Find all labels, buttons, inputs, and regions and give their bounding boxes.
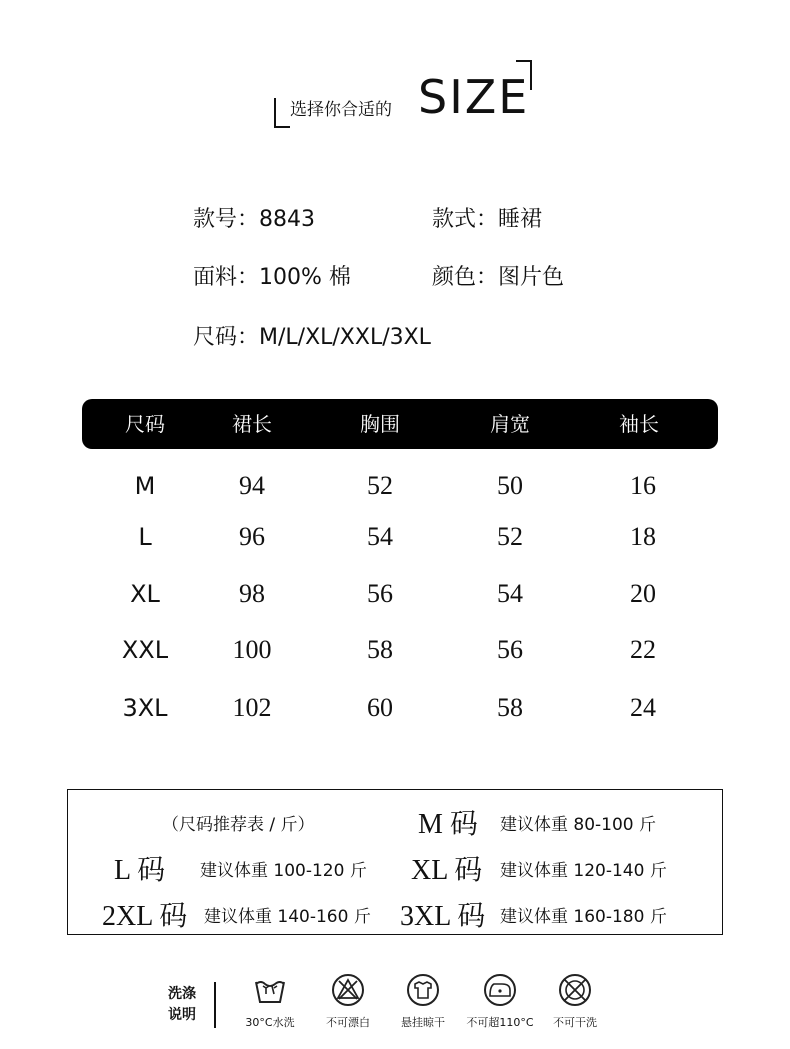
- header-size: 尺码: [125, 412, 165, 436]
- cell-m-sleeve: 16: [630, 471, 656, 500]
- recommend-size-xl: XL 码: [411, 855, 483, 886]
- care-title: [160, 984, 204, 1026]
- row-size-3xl: 3XL: [122, 694, 168, 722]
- hang-dry-icon: [405, 972, 441, 1008]
- cell-xl-bust: 56: [367, 579, 393, 608]
- recommend-size-2xl: 2XL 码: [102, 901, 188, 932]
- iron-110-icon: [482, 972, 518, 1008]
- care-label-iron: 不可超110°C: [466, 1016, 534, 1029]
- cell-3xl-sleeve: 24: [630, 693, 656, 722]
- no-dry-clean-icon: [557, 972, 593, 1008]
- title-corner-left: [274, 98, 290, 128]
- header-shoulder: 肩宽: [490, 412, 530, 436]
- cell-3xl-bust: 60: [367, 693, 393, 722]
- care-label-hang-dry: 悬挂晾干: [401, 1016, 445, 1029]
- cell-xl-sleeve: 20: [630, 579, 656, 608]
- care-item-wash: [230, 972, 310, 1030]
- header-sleeve: 袖长: [619, 412, 659, 436]
- no-bleach-icon: [330, 972, 366, 1008]
- care-divider: [214, 982, 216, 1028]
- care-item-hang-dry: [383, 972, 463, 1030]
- cell-xxl-length: 100: [232, 635, 272, 664]
- size-table-header: [82, 399, 718, 449]
- cell-3xl-length: 102: [232, 693, 272, 722]
- care-title-line2: 说明: [168, 1007, 196, 1023]
- recommend-text-2xl: 建议体重 140-160 斤: [204, 907, 371, 927]
- recommend-heading: （尺码推荐表 / 斤）: [162, 815, 315, 835]
- care-label-wash: 30°C水洗: [245, 1016, 295, 1029]
- care-item-no-dry-clean: [535, 972, 615, 1030]
- cell-l-sleeve: 18: [630, 522, 656, 551]
- fabric: 面料：100% 棉: [193, 265, 351, 290]
- header-bust: 胸围: [360, 412, 400, 436]
- style-type: 款式：睡裙: [432, 207, 543, 232]
- row-size-xxl: XXL: [121, 636, 169, 664]
- cell-xl-length: 98: [239, 579, 265, 608]
- cell-m-length: 94: [239, 471, 265, 500]
- header-length: 裙长: [232, 412, 272, 436]
- recommend-size-m: M 码: [418, 809, 478, 840]
- row-size-m: M: [134, 472, 156, 500]
- page-title: [270, 58, 540, 130]
- recommend-size-l: L 码: [114, 855, 166, 886]
- care-item-iron: [460, 972, 540, 1030]
- cell-3xl-shoulder: 58: [497, 693, 523, 722]
- row-size-l: L: [138, 523, 152, 551]
- style-number: 款号：8843: [193, 207, 315, 232]
- title-cn: 选择你合适的: [290, 100, 392, 120]
- recommend-text-l: 建议体重 100-120 斤: [200, 861, 367, 881]
- care-title-line1: 洗涤: [168, 986, 196, 1002]
- recommend-text-m: 建议体重 80-100 斤: [500, 815, 657, 835]
- care-item-no-bleach: [308, 972, 388, 1030]
- title-en: SIZE: [418, 70, 530, 124]
- row-size-xl: XL: [130, 580, 160, 608]
- cell-l-bust: 54: [367, 522, 393, 551]
- recommend-text-3xl: 建议体重 160-180 斤: [500, 907, 667, 927]
- cell-l-length: 96: [239, 522, 265, 551]
- cell-xxl-sleeve: 22: [630, 635, 656, 664]
- care-label-no-dry-clean: 不可干洗: [553, 1016, 597, 1029]
- cell-xxl-shoulder: 56: [497, 635, 523, 664]
- recommend-text-xl: 建议体重 120-140 斤: [500, 861, 667, 881]
- wash-30-icon: [252, 972, 288, 1008]
- recommend-size-3xl: 3XL 码: [400, 901, 486, 932]
- cell-m-bust: 52: [367, 471, 393, 500]
- cell-l-shoulder: 52: [497, 522, 523, 551]
- cell-xl-shoulder: 54: [497, 579, 523, 608]
- cell-xxl-bust: 58: [367, 635, 393, 664]
- available-sizes: 尺码：M/L/XL/XXL/3XL: [193, 325, 431, 350]
- color: 颜色：图片色: [432, 265, 565, 290]
- weight-recommendation-box: [67, 789, 723, 935]
- care-label-no-bleach: 不可漂白: [326, 1016, 370, 1029]
- cell-m-shoulder: 50: [497, 471, 523, 500]
